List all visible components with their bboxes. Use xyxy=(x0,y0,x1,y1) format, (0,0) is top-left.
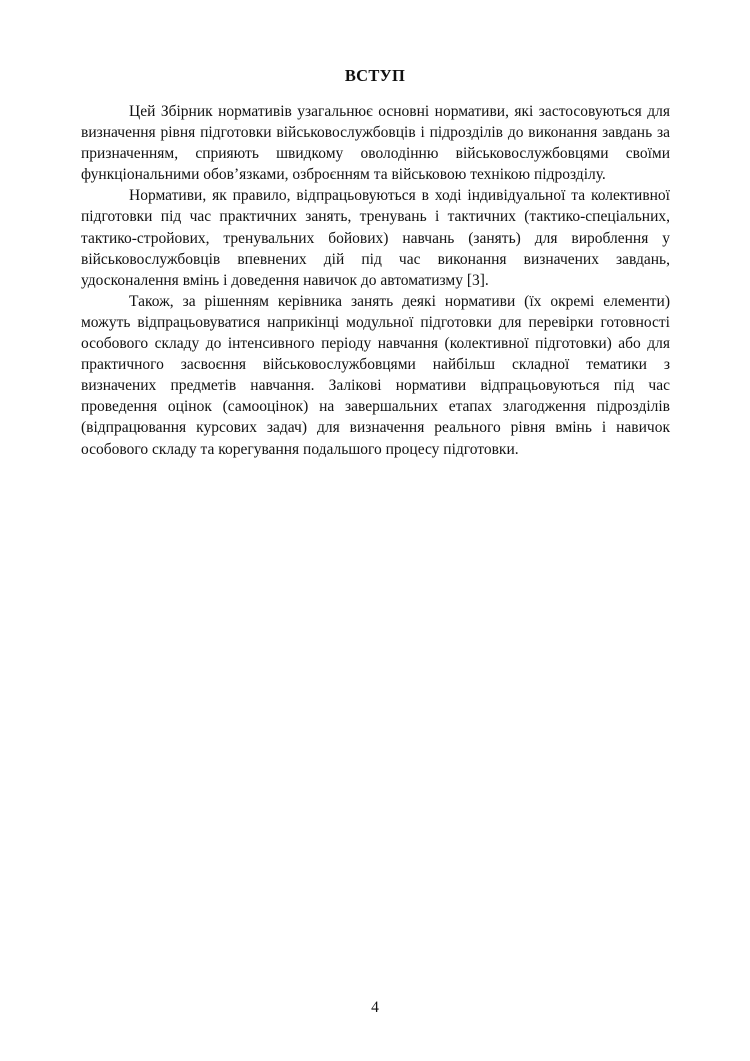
paragraph-1: Цей Збірник нормативів узагальнює основні нормативи, які застосовуються для визначення рівня підготовки військовослужбовців і підрозділів до виконання завдань за призначенням, сприяють швидкому оволодінню військовослужбовцями своїми функціональними обов’язками, озброєнням та військовою технікою підрозділу. xyxy=(81,103,670,184)
section-title: ВСТУП xyxy=(344,66,406,85)
paragraph-2: Нормативи, як правило, відпрацьовуються в ході індивідуальної та колективної підготовки під час практичних занять, тренувань і тактичних (тактико-спеціальних, тактико-стройових, тренувальних бойових) навчань (занять) для вироблення у військовослужбовців впевнених дій під час виконання визначених завдань, удосконалення вмінь і доведення навичок до автоматизму [3]. xyxy=(81,187,670,289)
page-number: 4 xyxy=(371,999,379,1016)
paragraph-3: Також, за рішенням керівника занять деякі нормативи (їх окремі елементи) можуть відпрацьовуватися наприкінці модульної підготовки для перевірки готовності особового складу до інтенсивного періоду навчання (колективної підготовки) або для практичного засвоєння військовослужбовцями найбільш складної тематики з визначених предметів навчання. Залікові нормативи відпрацьовуються під час проведення оцінок (самооцінок) на завершальних етапах злагодження підрозділів (відпрацювання курсових задач) для визначення реального рівня вмінь і навичок особового складу та корегування подальшого процесу підготовки. xyxy=(81,292,670,458)
body-text xyxy=(81,101,670,460)
